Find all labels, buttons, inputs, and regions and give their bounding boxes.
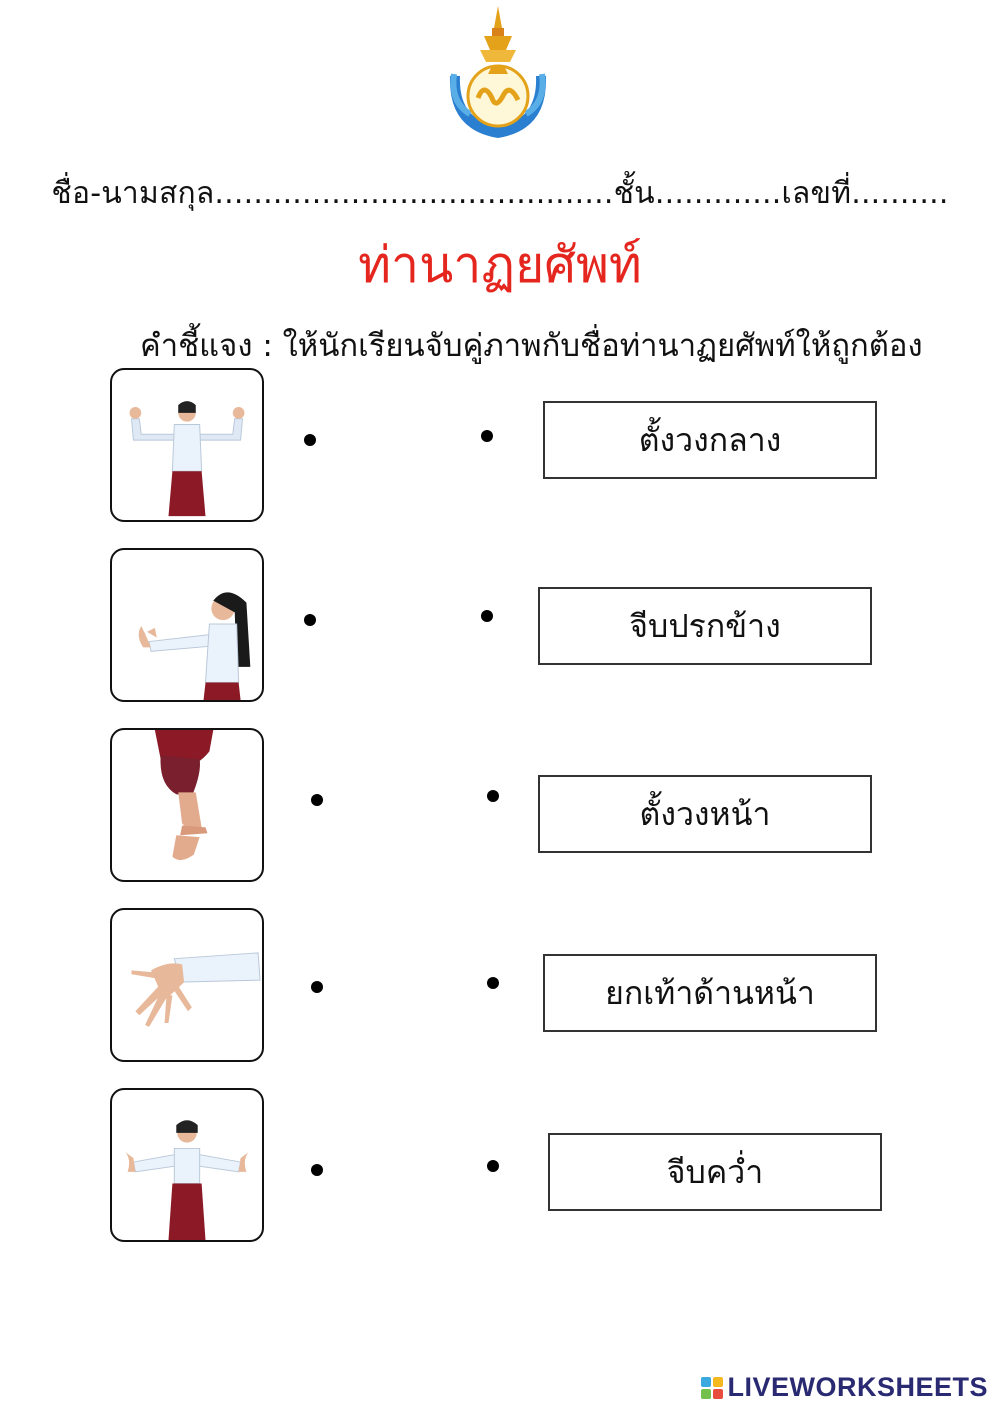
class-label: ชั้น xyxy=(613,176,655,211)
photo-4 xyxy=(110,908,264,1062)
instructions: คำชี้แจง : ให้นักเรียนจับคู่ภาพกับชื่อท่านาฏยศัพท์ให้ถูกต้อง xyxy=(140,328,923,364)
photo-2 xyxy=(110,548,264,702)
dancer-side-hands-forward-icon xyxy=(112,550,262,700)
photo-1 xyxy=(110,368,264,522)
raised-foot-icon xyxy=(112,730,262,880)
student-info-line xyxy=(0,170,1000,217)
left-dot-3[interactable] xyxy=(311,794,323,806)
number-blank[interactable]: .......... xyxy=(851,176,949,211)
answer-box-1[interactable]: ตั้งวงกลาง xyxy=(543,401,877,479)
right-dot-1[interactable] xyxy=(481,430,493,442)
answer-box-4[interactable]: ยกเท้าด้านหน้า xyxy=(543,954,877,1032)
worksheet-title: ท่านาฏยศัพท์ xyxy=(358,236,642,294)
left-dot-4[interactable] xyxy=(311,981,323,993)
name-blank[interactable]: ......................................... xyxy=(214,176,614,211)
right-dot-5[interactable] xyxy=(487,1160,499,1172)
right-dot-2[interactable] xyxy=(481,610,493,622)
left-dot-1[interactable] xyxy=(304,434,316,446)
right-dot-4[interactable] xyxy=(487,977,499,989)
hand-gesture-icon xyxy=(112,910,262,1060)
right-dot-3[interactable] xyxy=(487,790,499,802)
photo-3 xyxy=(110,728,264,882)
left-dot-2[interactable] xyxy=(304,614,316,626)
answer-box-3[interactable]: ตั้งวงหน้า xyxy=(538,775,872,853)
school-emblem-icon xyxy=(440,2,556,144)
liveworksheets-logo xyxy=(701,1372,988,1403)
dancer-raised-arms-icon xyxy=(112,370,262,520)
left-dot-5[interactable] xyxy=(311,1164,323,1176)
number-label: เลขที่ xyxy=(781,176,852,211)
dancer-arms-sideways-icon xyxy=(112,1090,262,1240)
liveworksheets-brand: LIVEWORKSHEETS xyxy=(727,1372,988,1402)
liveworksheets-icon xyxy=(701,1377,723,1399)
answer-box-5[interactable]: จีบคว่ำ xyxy=(548,1133,882,1211)
class-blank[interactable]: ............. xyxy=(654,176,782,211)
name-label: ชื่อ-นามสกุล xyxy=(51,176,215,211)
photo-5 xyxy=(110,1088,264,1242)
answer-box-2[interactable]: จีบปรกข้าง xyxy=(538,587,872,665)
